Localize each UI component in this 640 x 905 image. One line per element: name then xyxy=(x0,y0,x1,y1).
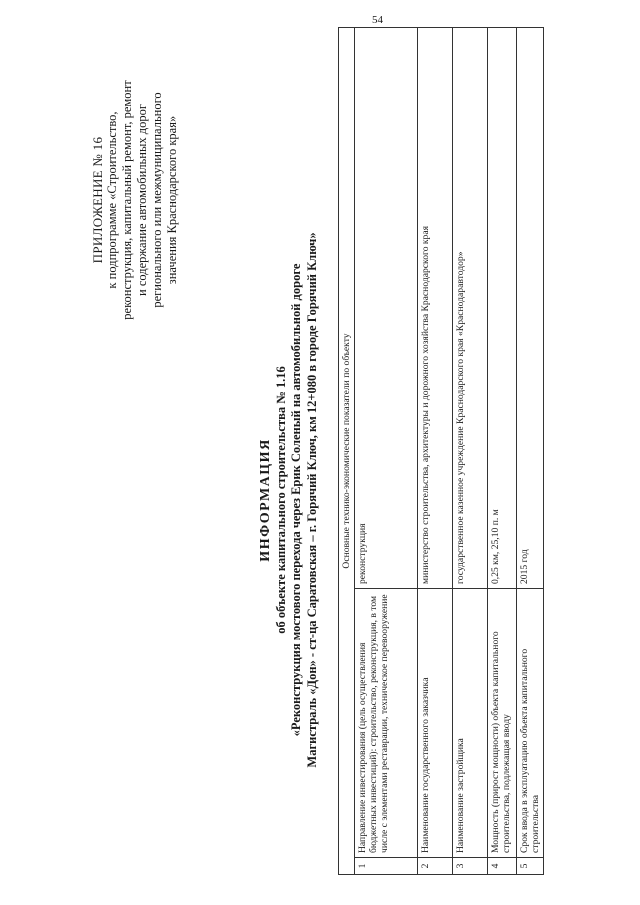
heading-title: ИНФОРМАЦИЯ xyxy=(258,438,273,562)
row-value: государственное казенное учреждение Краснодарского края «Краснодаравтодор» xyxy=(453,28,488,589)
row-number: 2 xyxy=(418,858,453,875)
table-row xyxy=(355,28,418,875)
row-value: 0,25 км, 25,10 п. м xyxy=(488,28,517,589)
row-number: 5 xyxy=(517,858,544,875)
row-value: министерство строительства, архитектуры и дорожного хозяйства Краснодарского края xyxy=(418,28,453,589)
table-row xyxy=(488,28,517,875)
table-header: Основные технико-экономические показатели по объекту xyxy=(339,28,355,875)
row-name: Срок ввода в эксплуатацию объекта капитального строительства xyxy=(517,589,544,858)
appendix-title: ПРИЛОЖЕНИЕ № 16 xyxy=(90,136,105,264)
row-value: реконструкция xyxy=(355,28,418,589)
indicators-table xyxy=(338,27,544,875)
appendix-block xyxy=(90,70,180,330)
row-number: 1 xyxy=(355,858,418,875)
table-row xyxy=(453,28,488,875)
table-row xyxy=(517,28,544,875)
heading-line: «Реконструкция мостового перехода через Ерик Соленый на автомобильной дороге xyxy=(289,263,303,737)
table-header-row xyxy=(339,28,355,875)
heading-line: об объекте капитального строительства № 1.16 xyxy=(273,366,288,634)
table-row xyxy=(418,28,453,875)
row-number: 4 xyxy=(488,858,517,875)
appendix-line: регионального или межмуниципального xyxy=(150,92,164,308)
page-number: 54 xyxy=(372,14,383,26)
row-name: Наименование застройщика xyxy=(453,589,488,858)
appendix-line: и содержание автомобильных дорог xyxy=(135,104,149,296)
heading-line: Магистраль «Дон» - ст-ца Саратовская – г. Горячий Ключ, км 12+080 в городе Горячий Ключ» xyxy=(304,232,319,768)
appendix-line: значения Краснодарского края» xyxy=(165,115,179,285)
row-name: Мощность (прирост мощности) объекта капитального строительства, подлежащая вводу xyxy=(488,589,517,858)
document-heading xyxy=(258,190,320,810)
appendix-line: реконструкция, капитальный ремонт, ремонт xyxy=(120,80,134,320)
appendix-line: к подпрограмме «Строительство, xyxy=(105,111,119,289)
row-name: Направление инвестирования (цель осуществления бюджетных инвестиций): строительство, реконструкция, в том числе с элементами реставрации, техническое перевооружение xyxy=(355,589,418,858)
row-number: 3 xyxy=(453,858,488,875)
row-name: Наименование государственного заказчика xyxy=(418,589,453,858)
row-value: 2015 год xyxy=(517,28,544,589)
